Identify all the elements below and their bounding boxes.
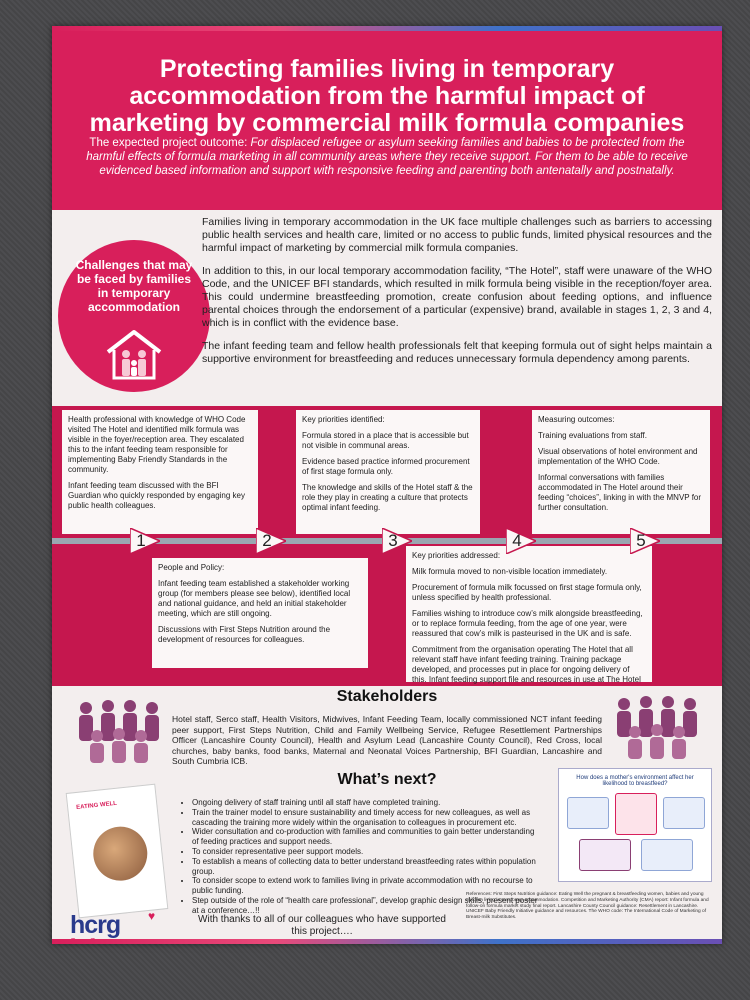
step-marker-5 xyxy=(630,528,660,554)
step-number-3: 3 xyxy=(388,531,398,550)
next-item: • To establish a means of collecting data to better understand breastfeeding rates within population group. xyxy=(192,857,538,877)
timeline-step-1 xyxy=(62,410,258,534)
next-item: • Wider consultation and co-production with families and communities to gain better understanding of feeding practices and support needs. xyxy=(192,827,538,847)
next-item: • To consider scope to extend work to families living in private accommodation with no recourse to public funding. xyxy=(192,876,538,896)
thanks-text: With thanks to all of our colleagues who have supported this project…. xyxy=(198,914,446,937)
heart-icon: ♥ xyxy=(148,909,156,923)
step-marker-2 xyxy=(256,528,286,554)
challenges-circle xyxy=(58,240,210,392)
timeline-step-2 xyxy=(152,558,368,668)
bottom-stripe xyxy=(52,939,722,944)
step2-paragraph-2: Discussions with First Steps Nutrition around the development of resources for colleagues. xyxy=(158,625,331,644)
step-number-4: 4 xyxy=(512,531,522,550)
leaflet-title: EATING WELL xyxy=(75,800,118,812)
logo-wordmark: hcrg xyxy=(70,911,121,939)
poster xyxy=(52,26,722,944)
poster-header xyxy=(52,26,722,210)
stakeholder-people-icon xyxy=(72,698,167,764)
step-number-5: 5 xyxy=(636,531,646,550)
step-number-2: 2 xyxy=(262,531,272,550)
step3-heading: Key priorities identified: xyxy=(302,415,385,424)
step1-paragraph-1: Health professional with knowledge of WHO Code visited The Hotel and identified milk formula was visible in the foyer/reception area. They escalated this to the infant feeding team responsible for implementing Baby Friendly Standards in the community. xyxy=(68,415,246,474)
step-marker-4 xyxy=(506,528,536,554)
step-marker-1 xyxy=(130,528,160,554)
next-item: • Ongoing delivery of staff training until all staff have completed training. xyxy=(192,798,538,808)
diagram-block xyxy=(567,797,609,829)
outcome-label: The expected project outcome: xyxy=(89,137,248,149)
step4-paragraph-3: Families wishing to introduce cow’s milk alongside breastfeeding, or to replace formula feeding, from the age of one year, were reassured that cow’s milk is pasteurised in the UK and is safe. xyxy=(412,609,643,638)
step4-paragraph-2: Procurement of formula milk focussed on first stage formula only, unless specified by health professional. xyxy=(412,583,642,602)
poster-title: Protecting families living in temporary accommodation from the harmful impact of marketing by commercial milk formula companies xyxy=(89,55,685,137)
step3-paragraph-3: The knowledge and skills of the Hotel staff & the role they play in creating a culture that protects optimal infant feeding. xyxy=(302,483,473,512)
header-stripe xyxy=(52,26,722,31)
expected-outcome xyxy=(82,136,692,178)
step5-paragraph-1: Training evaluations from staff. xyxy=(538,431,647,440)
timeline-step-4 xyxy=(406,546,652,682)
step-number-1: 1 xyxy=(136,531,146,550)
step5-paragraph-2: Visual observations of hotel environment and implementation of the WHO Code. xyxy=(538,447,698,466)
family-house-icon xyxy=(104,328,164,380)
step1-paragraph-2: Infant feeding team discussed with the BFI Guardian who quickly responded by engaging key public health colleagues. xyxy=(68,481,246,510)
intro-paragraph-3: The infant feeding team and fellow health professionals felt that keeping formula out of sight helps maintain a supportive environment for breastfeeding and reduces unnecessary formula dependency among parents. xyxy=(202,340,712,365)
intro-paragraph-1: Families living in temporary accommodation in the UK face multiple challenges such as barriers to accessing public health services and health care, limited or no access to public funds, limited physical resources and the harmful impact of marketing by commercial milk formula companies. xyxy=(202,216,712,254)
step4-heading: Key priorities addressed: xyxy=(412,551,501,560)
timeline-step-5 xyxy=(532,410,710,534)
leaflet-photo xyxy=(91,824,150,883)
whats-next-heading: What’s next? xyxy=(337,771,437,788)
step2-paragraph-1: Infant feeding team established a stakeholder working group (for members please see below), identified local and national guidance, and held an initial stakeholder meeting, which are still ongoing. xyxy=(158,579,351,618)
eating-well-leaflet xyxy=(66,784,169,919)
stakeholders-heading: Stakeholders xyxy=(336,688,438,705)
step2-heading: People and Policy: xyxy=(158,563,225,572)
diagram-block xyxy=(579,839,631,871)
next-item: • Step outside of the role of “health care professional”, develop graphic design skills, present poster at a conference…!! xyxy=(192,896,538,916)
step5-paragraph-3: Informal conversations with families accommodated in The Hotel around their feeding “choices”, linking in with the MNVP for further consultation. xyxy=(538,473,702,512)
step4-paragraph-4: Commitment from the organisation operating The Hotel that all relevant staff have infant feeding training. Training package developed, and processes put in place for ongoing delivery of this. Infant feeding support file and resources in use at The Hotel xyxy=(412,645,641,684)
stakeholder-people-icon xyxy=(610,694,705,760)
challenges-heading: Challenges that may be faced by families in temporary accommodation xyxy=(75,258,193,314)
step3-paragraph-2: Evidence based practice informed procurement of first stage formula only. xyxy=(302,457,470,476)
references-text: References: First Steps Nutrition guidance: Eating Well the pregnant & breastfeeding women, babies and young children living in temporary accommodation. Competition and Marketing Authority (CMA) report: Infant formula and follow-on formula market study final report. Lancashire County Council guidance: Resettlement in Lancashire. UNICEF Baby Friendly Initiative guidance and resources. The WHO code: The International Code of Marketing of Breast-milk Substitutes. xyxy=(466,892,709,921)
diagram-title: How does a mother's environment affect her likelihood to breastfeed? xyxy=(576,775,694,787)
next-item: • Train the trainer model to ensure sustainability and timely access for new colleagues, as well as cascading the training more widely within the organisation to colleagues in procurement etc. xyxy=(192,808,538,828)
intro-text xyxy=(202,216,712,376)
environment-diagram xyxy=(558,768,712,882)
step3-paragraph-1: Formula stored in a place that is accessible but not visible in communal areas. xyxy=(302,431,469,450)
step4-paragraph-1: Milk formula moved to non-visible location immediately. xyxy=(412,567,608,576)
step5-heading: Measuring outcomes: xyxy=(538,415,615,424)
diagram-block xyxy=(641,839,693,871)
outcome-text: For displaced refugee or asylum seeking families and babies to be protected from the harmful effects of formula marketing in all community areas where they receive support. For them to be able to receive evidenced based information and support with responsive feeding and parenting both antenatally and postnatally. xyxy=(86,137,688,177)
diagram-block xyxy=(663,797,705,829)
timeline-step-3 xyxy=(296,410,480,534)
step-marker-3 xyxy=(382,528,412,554)
stakeholders-text: Hotel staff, Serco staff, Health Visitors, Midwives, Infant Feeding Team, locally commissioned NCT infant feeding peer support, First Steps Nutrition, Child and Family Wellbeing Service, Refugee Resettlement Partnerships Officer (Lancashire County Council), Health and Asylum Lead (Lancashire County Council), Red Cross, local churches, baby banks, food banks, Maternal and Neonatal Voices Partnership, BFI Guardian, Lancashire and South Cumbria ICB. xyxy=(172,714,602,766)
next-item: • To consider representative peer support models. xyxy=(192,847,538,857)
diagram-block xyxy=(615,793,657,835)
intro-paragraph-2: In addition to this, in our local temporary accommodation facility, “The Hotel”, staff were unaware of the WHO Code, and the UNICEF BFI standards, which resulted in milk formula being visible in the reception/foyer area. This could undermine breastfeeding promotion, create confusion about feeding options, and influence parental choices through the endorsement of a particular (expensive) brand, available in stages 1, 2, 3 and 4, which is in conflict with the evidence base. xyxy=(202,265,712,329)
